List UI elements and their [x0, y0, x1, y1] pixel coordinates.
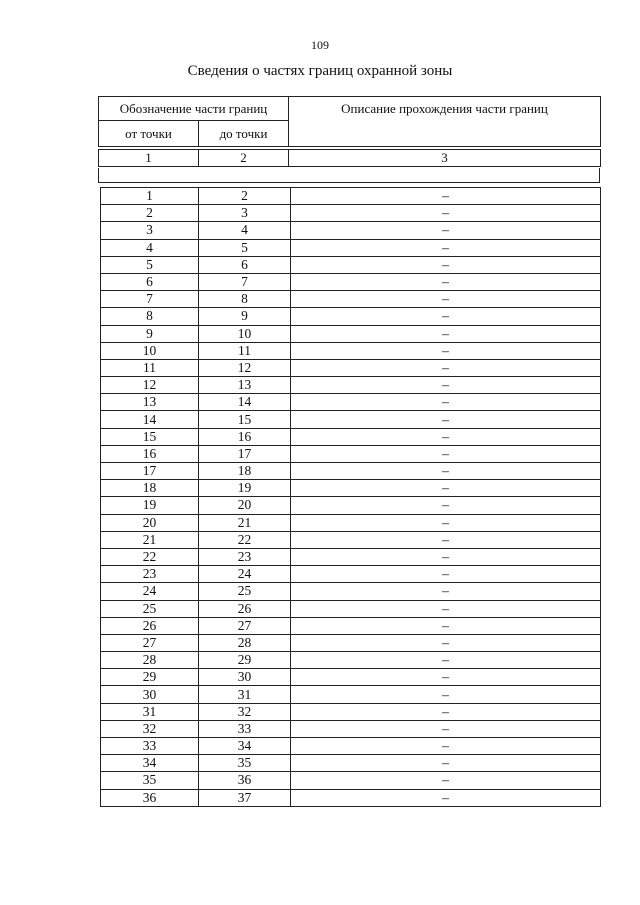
- to-point-cell: 19: [199, 480, 291, 497]
- description-cell: –: [291, 377, 601, 394]
- description-cell: –: [291, 222, 601, 239]
- to-point-cell: 7: [199, 273, 291, 290]
- column-number-3: 3: [289, 150, 601, 167]
- to-point-cell: 22: [199, 531, 291, 548]
- page-title: Сведения о частях границ охранной зоны: [187, 63, 453, 79]
- from-point-header: от точки: [99, 121, 199, 147]
- description-header: Описание прохождения части границ: [289, 97, 601, 147]
- table-header: [98, 96, 601, 147]
- from-point-cell: 15: [101, 428, 199, 445]
- description-cell: –: [291, 188, 601, 205]
- description-cell: –: [291, 583, 601, 600]
- table-row: [101, 222, 601, 239]
- to-point-cell: 31: [199, 686, 291, 703]
- to-point-cell: 9: [199, 308, 291, 325]
- to-point-header: до точки: [199, 121, 289, 147]
- description-cell: –: [291, 772, 601, 789]
- page-number: 109: [311, 38, 329, 52]
- from-point-cell: 24: [101, 583, 199, 600]
- from-point-cell: 21: [101, 531, 199, 548]
- to-point-cell: 33: [199, 720, 291, 737]
- table-row: [101, 480, 601, 497]
- from-point-cell: 17: [101, 463, 199, 480]
- to-point-cell: 11: [199, 342, 291, 359]
- description-cell: –: [291, 359, 601, 376]
- description-cell: –: [291, 720, 601, 737]
- to-point-cell: 29: [199, 652, 291, 669]
- description-cell: –: [291, 291, 601, 308]
- from-point-cell: 16: [101, 445, 199, 462]
- column-numbers-row: [98, 149, 601, 167]
- from-point-cell: 8: [101, 308, 199, 325]
- to-point-cell: 23: [199, 548, 291, 565]
- to-point-cell: 13: [199, 377, 291, 394]
- from-point-cell: 32: [101, 720, 199, 737]
- to-point-cell: 30: [199, 669, 291, 686]
- table-row: [101, 566, 601, 583]
- table-row: [101, 617, 601, 634]
- description-cell: –: [291, 789, 601, 806]
- boundary-table: [100, 187, 601, 807]
- table-row: [101, 445, 601, 462]
- blank-row: [98, 168, 600, 183]
- table-row: [101, 239, 601, 256]
- to-point-cell: 36: [199, 772, 291, 789]
- from-point-cell: 9: [101, 325, 199, 342]
- table-row: [101, 669, 601, 686]
- to-point-cell: 32: [199, 703, 291, 720]
- description-cell: –: [291, 566, 601, 583]
- table-row: [101, 755, 601, 772]
- to-point-cell: 20: [199, 497, 291, 514]
- description-cell: –: [291, 308, 601, 325]
- from-point-cell: 36: [101, 789, 199, 806]
- to-point-cell: 12: [199, 359, 291, 376]
- description-cell: –: [291, 239, 601, 256]
- description-cell: –: [291, 428, 601, 445]
- to-point-cell: 2: [199, 188, 291, 205]
- description-cell: –: [291, 463, 601, 480]
- from-point-cell: 7: [101, 291, 199, 308]
- description-cell: –: [291, 531, 601, 548]
- table-row: [101, 205, 601, 222]
- to-point-cell: 16: [199, 428, 291, 445]
- from-point-cell: 27: [101, 634, 199, 651]
- from-point-cell: 20: [101, 514, 199, 531]
- to-point-cell: 28: [199, 634, 291, 651]
- from-point-cell: 26: [101, 617, 199, 634]
- to-point-cell: 27: [199, 617, 291, 634]
- from-point-cell: 12: [101, 377, 199, 394]
- to-point-cell: 6: [199, 256, 291, 273]
- to-point-cell: 21: [199, 514, 291, 531]
- table-row: [101, 411, 601, 428]
- table-row: [101, 325, 601, 342]
- from-point-cell: 29: [101, 669, 199, 686]
- from-point-cell: 14: [101, 411, 199, 428]
- table-row: [101, 548, 601, 565]
- from-point-cell: 25: [101, 600, 199, 617]
- table-row: [101, 531, 601, 548]
- description-cell: –: [291, 411, 601, 428]
- description-cell: –: [291, 548, 601, 565]
- designation-header: Обозначение части границ: [99, 97, 289, 121]
- from-point-cell: 4: [101, 239, 199, 256]
- from-point-cell: 23: [101, 566, 199, 583]
- to-point-cell: 17: [199, 445, 291, 462]
- from-point-cell: 6: [101, 273, 199, 290]
- description-cell: –: [291, 342, 601, 359]
- description-cell: –: [291, 256, 601, 273]
- from-point-cell: 30: [101, 686, 199, 703]
- table-row: [101, 308, 601, 325]
- table-row: [101, 188, 601, 205]
- table-row: [101, 359, 601, 376]
- from-point-cell: 1: [101, 188, 199, 205]
- from-point-cell: 5: [101, 256, 199, 273]
- table-row: [101, 634, 601, 651]
- table-row: [101, 273, 601, 290]
- description-cell: –: [291, 634, 601, 651]
- description-cell: –: [291, 755, 601, 772]
- from-point-cell: 11: [101, 359, 199, 376]
- table-row: [101, 342, 601, 359]
- to-point-cell: 10: [199, 325, 291, 342]
- to-point-cell: 5: [199, 239, 291, 256]
- to-point-cell: 4: [199, 222, 291, 239]
- table-row: [101, 772, 601, 789]
- from-point-cell: 22: [101, 548, 199, 565]
- table-row: [101, 720, 601, 737]
- to-point-cell: 18: [199, 463, 291, 480]
- table-row: [101, 256, 601, 273]
- description-cell: –: [291, 703, 601, 720]
- to-point-cell: 35: [199, 755, 291, 772]
- from-point-cell: 10: [101, 342, 199, 359]
- description-cell: –: [291, 394, 601, 411]
- description-cell: –: [291, 738, 601, 755]
- description-cell: –: [291, 600, 601, 617]
- from-point-cell: 31: [101, 703, 199, 720]
- table-row: [101, 463, 601, 480]
- column-number-2: 2: [199, 150, 289, 167]
- from-point-cell: 2: [101, 205, 199, 222]
- description-cell: –: [291, 325, 601, 342]
- to-point-cell: 14: [199, 394, 291, 411]
- from-point-cell: 18: [101, 480, 199, 497]
- from-point-cell: 3: [101, 222, 199, 239]
- to-point-cell: 24: [199, 566, 291, 583]
- description-cell: –: [291, 669, 601, 686]
- table-row: [101, 291, 601, 308]
- description-cell: –: [291, 686, 601, 703]
- column-number-1: 1: [99, 150, 199, 167]
- table-row: [101, 428, 601, 445]
- from-point-cell: 19: [101, 497, 199, 514]
- description-cell: –: [291, 445, 601, 462]
- to-point-cell: 25: [199, 583, 291, 600]
- description-cell: –: [291, 514, 601, 531]
- table-row: [101, 686, 601, 703]
- description-cell: –: [291, 497, 601, 514]
- from-point-cell: 33: [101, 738, 199, 755]
- description-cell: –: [291, 652, 601, 669]
- to-point-cell: 8: [199, 291, 291, 308]
- table-row: [101, 514, 601, 531]
- table-row: [101, 600, 601, 617]
- to-point-cell: 34: [199, 738, 291, 755]
- table-row: [101, 738, 601, 755]
- description-cell: –: [291, 273, 601, 290]
- from-point-cell: 28: [101, 652, 199, 669]
- from-point-cell: 34: [101, 755, 199, 772]
- table-row: [101, 789, 601, 806]
- table-row: [101, 583, 601, 600]
- description-cell: –: [291, 205, 601, 222]
- to-point-cell: 37: [199, 789, 291, 806]
- table-row: [101, 377, 601, 394]
- to-point-cell: 26: [199, 600, 291, 617]
- description-cell: –: [291, 617, 601, 634]
- table-row: [101, 652, 601, 669]
- table-row: [101, 703, 601, 720]
- description-cell: –: [291, 480, 601, 497]
- from-point-cell: 35: [101, 772, 199, 789]
- from-point-cell: 13: [101, 394, 199, 411]
- to-point-cell: 3: [199, 205, 291, 222]
- to-point-cell: 15: [199, 411, 291, 428]
- table-row: [101, 394, 601, 411]
- table-row: [101, 497, 601, 514]
